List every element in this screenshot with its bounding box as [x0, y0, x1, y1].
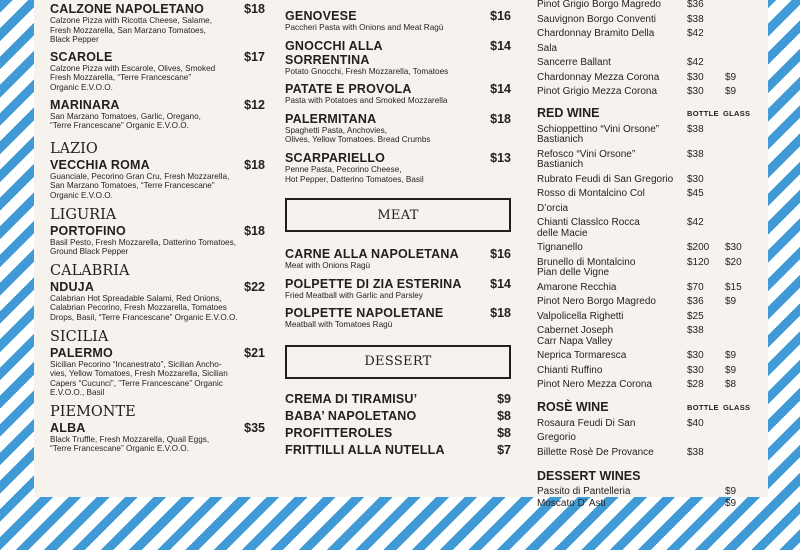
- item-desc: Sicilian Pecorino “Incanestrato”, Sicilian Ancho-: [50, 359, 222, 369]
- menu-item: [285, 112, 511, 145]
- item-price: $21: [244, 345, 265, 360]
- item-name: FRITTILLI ALLA NUTELLA: [285, 442, 445, 457]
- wine-name-line2: Carr Napa Valley: [537, 335, 613, 347]
- wine-name: Moscato D’ Asti: [537, 498, 606, 509]
- item-desc: Hot Pepper, Datterino Tomatoes, Basil: [285, 174, 424, 184]
- item-desc: Calabrian Pecorino, Fresh Mozzarella, Tomatoes: [50, 303, 227, 313]
- dessert-wines-title: DESSERT WINES: [537, 469, 641, 483]
- glass-column-label: GLASS: [723, 402, 751, 412]
- bottle-column-label: BOTTLE: [687, 108, 719, 118]
- wine-bottle-price: $36: [687, 296, 704, 307]
- item-desc: Penne Pasta, Pecorino Cheese,: [285, 164, 402, 174]
- wine-glass-price: $9: [725, 350, 737, 361]
- menu-item: [50, 421, 265, 454]
- item-desc: Pasta with Potatoes and Smoked Mozzarella: [285, 96, 448, 106]
- wine-bottle-price: $38: [687, 446, 704, 458]
- wine-bottle-price: $42: [687, 57, 704, 68]
- item-price: $18: [244, 2, 265, 16]
- item-name-line2: SORRENTINA: [285, 52, 370, 67]
- item-price: $14: [490, 276, 511, 291]
- wine-name: Valpolicella Righetti: [537, 310, 624, 322]
- wine-row: [537, 123, 767, 148]
- region-heading-lazio: LAZIO: [50, 140, 98, 157]
- item-name: CARNE ALLA NAPOLETANA: [285, 247, 459, 262]
- wine-glass-price: $8: [725, 379, 737, 390]
- wine-glass-price: $9: [725, 364, 737, 376]
- wine-name: Pinot Grigio Mezza Corona: [537, 86, 658, 97]
- item-name: ALBA: [50, 420, 86, 435]
- wine-name: Chardonnay Mezza Corona: [537, 71, 660, 83]
- wine-glass-price: $9: [725, 296, 737, 307]
- wine-bottle-price: $30: [687, 173, 704, 185]
- wine-row: [537, 13, 767, 28]
- wine-name: Pinot Nero Borgo Magredo: [537, 296, 656, 307]
- item-name: PATATE E PROVOLA: [285, 82, 412, 97]
- wine-name-line2: Bastianich: [537, 134, 584, 145]
- wine-row: [537, 498, 767, 510]
- item-desc: Fresh Mozzarella, “Terre Francescane”: [50, 73, 192, 83]
- wine-row: [537, 324, 767, 349]
- rose-wine-heading: [537, 397, 767, 417]
- wine-row: [537, 281, 767, 296]
- menu-item: [285, 9, 511, 33]
- wine-glass-price: $9: [725, 86, 737, 97]
- wine-bottle-price: $38: [687, 148, 704, 160]
- item-desc: Organic E.V.O.O.: [50, 82, 113, 92]
- item-desc: Spaghetti Pasta, Anchovies,: [285, 125, 387, 135]
- wine-name: Sancerre Ballant: [537, 57, 611, 68]
- item-price: $18: [490, 111, 511, 126]
- menu-item: [285, 277, 511, 301]
- menu-item: [50, 346, 265, 398]
- menu-item: [285, 39, 511, 77]
- item-name: SCAROLE: [50, 49, 113, 64]
- item-desc: “Terre Francescane” Organic E.V.O.O.: [50, 121, 189, 131]
- item-desc: Paccheri Pasta with Onions and Meat Ragù: [285, 23, 444, 32]
- wine-row: [537, 417, 767, 446]
- item-name: POLPETTE NAPOLETANE: [285, 306, 444, 321]
- wine-name: Brunello di Montalcino: [537, 256, 636, 268]
- wine-name: Rosaura Feudi Di San Gregorio: [537, 417, 636, 443]
- wine-name: Schioppettino “Vini Orsone”: [537, 123, 660, 135]
- item-desc: Basil Pesto, Fresh Mozzarella, Datterino Tomatoes,: [50, 237, 236, 247]
- wine-name: Sauvignon Borgo Conventi: [537, 13, 656, 25]
- wine-bottle-price: $28: [687, 379, 704, 390]
- item-desc: Calabrian Hot Spreadable Salami, Red Onions,: [50, 293, 222, 303]
- item-name: BABA’ NAPOLETANO: [285, 408, 417, 423]
- item-desc: Fresh Mozzarella, San Marzano Tomatoes,: [50, 25, 206, 35]
- item-price: $16: [490, 9, 511, 23]
- wine-bottle-price: $30: [687, 71, 704, 83]
- wine-bottle-price: $70: [687, 281, 704, 293]
- item-name: VECCHIA ROMA: [50, 157, 150, 172]
- glass-column-label: GLASS: [723, 108, 751, 118]
- bottle-column-label: BOTTLE: [687, 402, 719, 412]
- wine-row: [537, 446, 767, 461]
- item-name: PALERMITANA: [285, 111, 377, 126]
- dessert-wines-heading: [537, 466, 767, 486]
- item-name: GNOCCHI ALLA: [285, 38, 383, 53]
- item-price: $14: [490, 82, 511, 97]
- wine-bottle-price: $45: [687, 188, 704, 199]
- item-price: $22: [244, 279, 265, 294]
- dessert-section-heading: DESSERT: [285, 345, 511, 379]
- wine-row: [537, 71, 767, 86]
- wine-bottle-price: $30: [687, 364, 704, 376]
- item-desc: vies, Yellow Tomatoes, Fresh Mozzarella, Sicilian: [50, 369, 228, 379]
- menu-item: [285, 247, 511, 271]
- item-name: POLPETTE DI ZIA ESTERINA: [285, 276, 462, 291]
- wine-name: Amarone Recchia: [537, 281, 617, 293]
- wine-bottle-price: $30: [687, 86, 704, 97]
- item-desc: Ground Black Pepper: [50, 247, 129, 257]
- item-desc: Olives, Yellow Tomatoes. Bread Crumbs: [285, 135, 431, 145]
- item-desc: E.V.O.O., Basil: [50, 388, 105, 398]
- menu-item: [285, 392, 511, 406]
- item-price: $18: [490, 306, 511, 321]
- wine-bottle-price: $30: [687, 350, 704, 361]
- wine-row: [537, 187, 767, 216]
- menu-item: [285, 426, 511, 440]
- wine-name: Rosso di Montalcino Col D’orcia: [537, 188, 645, 214]
- wine-name-line2: Pian delle Vigne: [537, 267, 610, 278]
- item-price: $18: [244, 157, 265, 172]
- wine-row: [537, 364, 767, 379]
- wine-row: [537, 256, 767, 281]
- item-desc: Black Truffle, Fresh Mozzarella, Quail Eggs,: [50, 434, 210, 444]
- wine-row: [537, 148, 767, 173]
- region-heading-calabria: CALABRIA: [50, 262, 130, 279]
- red-wine-title: RED WINE: [537, 105, 600, 120]
- wine-name: Tignanello: [537, 242, 583, 253]
- item-desc: Capers “Cucunci”, ”Terre Francescane” Organic: [50, 378, 223, 388]
- wine-name: Pinot Grigio Borgo Magredo: [537, 0, 661, 10]
- item-desc: Calzone Pizza with Ricotta Cheese, Salame,: [50, 16, 213, 25]
- item-desc: Calzone Pizza with Escarole, Olives, Smoked: [50, 63, 216, 73]
- wine-glass-price: $9: [725, 498, 737, 509]
- item-desc: San Marzano Tomatoes, Garlic, Oregano,: [50, 111, 201, 121]
- item-name: PROFITTEROLES: [285, 425, 393, 440]
- wine-bottle-price: $200: [687, 242, 710, 253]
- item-desc: “Terre Francescane” Organic E.V.O.O.: [50, 444, 189, 454]
- wine-row: [537, 216, 767, 241]
- item-desc: San Marzano Tomatoes, “Terre Francescane”: [50, 181, 215, 191]
- menu-item: [50, 2, 265, 45]
- wine-row: [537, 295, 767, 310]
- wine-bottle-price: $38: [687, 13, 704, 25]
- wine-glass-price: $15: [725, 281, 742, 293]
- wine-glass-price: $20: [725, 256, 742, 268]
- red-wine-heading: [537, 103, 767, 123]
- wine-row: [537, 0, 767, 13]
- meat-section-heading: MEAT: [285, 198, 511, 232]
- item-price: $8: [497, 408, 511, 423]
- wine-name: Billette Rosè De Provance: [537, 446, 654, 458]
- item-name: GENOVESE: [285, 9, 357, 23]
- wine-name: Passito di Pantelleria: [537, 486, 631, 497]
- wine-bottle-price: $38: [687, 123, 704, 135]
- item-desc: Drops, Basil, “Terre Francescane” Organic E.V.O.O.: [50, 312, 238, 322]
- wine-row: [537, 56, 767, 71]
- menu-item: [50, 280, 265, 323]
- menu-item: [50, 158, 265, 201]
- wine-row: [537, 349, 767, 364]
- rose-wine-title: ROSÈ WINE: [537, 399, 609, 414]
- item-price: $7: [497, 442, 511, 457]
- item-desc: Meatball with Tomatoes Ragù: [285, 320, 393, 330]
- item-desc: Guanciale, Pecorino Gran Cru, Fresh Mozzarella,: [50, 171, 230, 181]
- item-name: PALERMO: [50, 345, 113, 360]
- item-name: CALZONE NAPOLETANO: [50, 2, 205, 16]
- item-name: CREMA DI TIRAMISU’: [285, 391, 418, 406]
- region-heading-piemonte: PIEMONTE: [50, 403, 136, 420]
- wine-row: [537, 173, 767, 188]
- wine-bottle-price: $40: [687, 417, 704, 429]
- item-price: $35: [244, 420, 265, 435]
- item-desc: Black Pepper: [50, 35, 99, 45]
- item-price: $18: [244, 223, 265, 238]
- wine-bottle-price: $36: [687, 0, 704, 10]
- wine-glass-price: $9: [725, 71, 737, 83]
- menu-item: [285, 151, 511, 184]
- item-name: PORTOFINO: [50, 223, 126, 238]
- wine-name: Cabernet Joseph: [537, 325, 614, 336]
- item-desc: Fried Meatball with Garlic and Parsley: [285, 290, 423, 300]
- wine-name: Rubrato Feudi di San Gregorio: [537, 173, 674, 185]
- item-name: MARINARA: [50, 97, 120, 112]
- wine-bottle-price: $42: [687, 217, 704, 228]
- wine-name: Chardonnay Bramito Della Sala: [537, 28, 655, 54]
- wine-name: Neprica Tormaresca: [537, 350, 627, 361]
- menu-item: [285, 409, 511, 423]
- wine-glass-price: $30: [725, 242, 742, 253]
- wine-name: Pinot Nero Mezza Corona: [537, 379, 653, 390]
- item-price: $9: [497, 391, 511, 406]
- menu-item: [285, 82, 511, 106]
- menu-item: [50, 50, 265, 93]
- region-heading-liguria: LIGURIA: [50, 206, 117, 223]
- region-heading-sicilia: SICILIA: [50, 328, 109, 345]
- wine-row: [537, 310, 767, 325]
- menu-item: [50, 98, 265, 131]
- item-price: $17: [244, 49, 265, 64]
- wine-glass-price: $9: [725, 486, 737, 497]
- wine-row: [537, 241, 767, 256]
- item-price: $8: [497, 425, 511, 440]
- item-price: $16: [490, 247, 511, 262]
- wine-row: [537, 85, 767, 100]
- item-desc: Potato Gnocchi, Fresh Mozzarella, Tomatoes: [285, 66, 449, 76]
- item-desc: Meat with Onions Ragù: [285, 261, 371, 271]
- wine-name-line2: Bastianich: [537, 159, 584, 170]
- wine-name: Chianti Ruffino: [537, 364, 603, 376]
- wine-row: [537, 27, 767, 56]
- wine-name: Refosco “Vini Orsone”: [537, 148, 636, 160]
- item-name: SCARPARIELLO: [285, 150, 386, 165]
- wine-name: Chianti Classlco Rocca: [537, 217, 640, 228]
- menu-item: [285, 306, 511, 330]
- item-price: $14: [490, 38, 511, 53]
- wine-bottle-price: $120: [687, 256, 710, 268]
- wine-row: [537, 486, 767, 498]
- wine-bottle-price: $25: [687, 310, 704, 322]
- menu-item: [50, 224, 265, 257]
- menu-item: [285, 443, 511, 457]
- wine-name-line2: delle Macie: [537, 227, 588, 239]
- item-price: $13: [490, 150, 511, 165]
- wine-row: [537, 378, 767, 393]
- wine-bottle-price: $42: [687, 28, 704, 39]
- item-name: NDUJA: [50, 279, 95, 294]
- item-desc: Organic E.V.O.O.: [50, 190, 113, 200]
- wine-bottle-price: $38: [687, 325, 704, 336]
- item-price: $12: [244, 97, 265, 112]
